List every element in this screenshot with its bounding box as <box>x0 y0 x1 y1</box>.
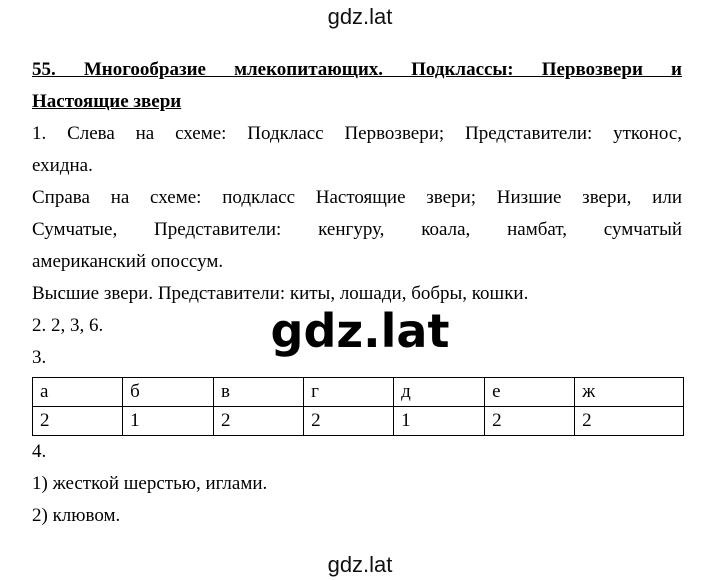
table-header-cell: ж <box>575 378 684 407</box>
answer-4-item-2: 2) клювом. <box>32 505 121 526</box>
table-header-cell: в <box>214 378 304 407</box>
answer-1 <box>32 118 682 310</box>
answer-document <box>32 54 682 532</box>
answer-1-line-6: Высшие звери. Представители: киты, лошади, бобры, кошки. <box>32 283 529 304</box>
section-title-line-1: 55. Многообразие млекопитающих. Подклассы: Первозвери и <box>32 59 682 80</box>
answer-table-header-row <box>33 378 684 407</box>
table-value-cell: 2 <box>33 407 123 436</box>
table-value-cell: 1 <box>394 407 485 436</box>
table-value-cell: 2 <box>485 407 575 436</box>
answer-2: 2. 2, 3, 6. <box>32 315 104 336</box>
answer-1-line-3: Справа на схеме: подкласс Настоящие звери; Низшие звери, или <box>32 187 682 208</box>
answer-1-line-4: Сумчатые, Представители: кенгуру, коала, намбат, сумчатый <box>32 219 682 240</box>
table-value-cell: 1 <box>123 407 214 436</box>
watermark-bottom: gdz.lat <box>327 552 393 577</box>
table-header-cell: б <box>123 378 214 407</box>
answer-1-line-2: ехидна. <box>32 155 93 176</box>
watermark-top: gdz.lat <box>327 4 393 29</box>
table-header-cell: е <box>485 378 575 407</box>
answer-1-line-1: 1. Слева на схеме: Подкласс Первозвери; Представители: утконос, <box>32 123 682 144</box>
table-value-cell: 2 <box>304 407 394 436</box>
answer-table-value-row <box>33 407 684 436</box>
table-header-cell: г <box>304 378 394 407</box>
watermark-center: gdz.lat <box>270 304 450 358</box>
table-header-cell: д <box>394 378 485 407</box>
answer-table <box>32 377 684 436</box>
answer-4-item-1: 1) жесткой шерстью, иглами. <box>32 473 268 494</box>
section-title <box>32 54 682 118</box>
section-title-line-2: Настоящие звери <box>32 91 182 112</box>
table-value-cell: 2 <box>575 407 684 436</box>
answer-1-line-5: американский опоссум. <box>32 251 224 272</box>
table-header-cell: а <box>33 378 123 407</box>
table-value-cell: 2 <box>214 407 304 436</box>
answer-3-label: 3. <box>32 347 47 368</box>
answer-4-label: 4. <box>32 441 47 462</box>
